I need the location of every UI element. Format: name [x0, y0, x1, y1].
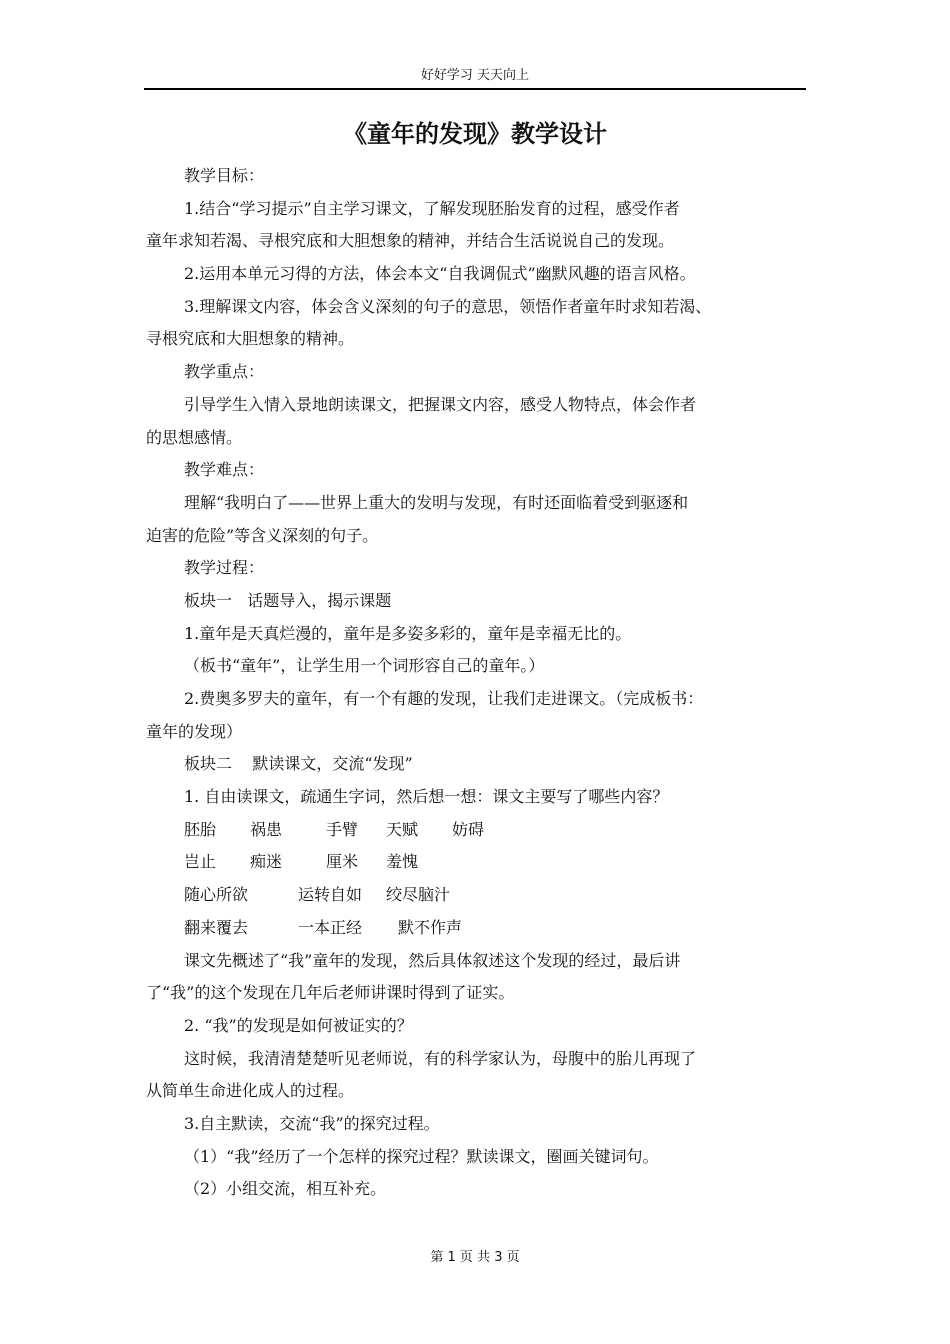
paragraph-line: 这时候，我清清楚楚听见老师说，有的科学家认为，母腹中的胎儿再现了 [184, 1048, 697, 1068]
block-one-heading: 板块一 话题导入，揭示课题 [184, 590, 392, 610]
vocab-row [146, 846, 808, 879]
block-two-heading: 板块二 默读课文，交流“发现” [184, 754, 413, 774]
vocab-row [146, 879, 808, 912]
vocab-word: 羞愧 [386, 852, 419, 872]
vocab-word: 随心所欲 [184, 885, 249, 905]
vocab-row [146, 912, 808, 945]
vocab-word: 岂止 [184, 852, 217, 872]
paragraph-line: 了“我”的这个发现在几年后老师讲课时得到了证实。 [146, 983, 515, 1003]
paragraph-line: （1）“我”经历了一个怎样的探究过程？默读课文，圈画关键词句。 [184, 1146, 659, 1166]
paragraph-line: 迫害的危险”等含义深刻的句子。 [146, 525, 379, 545]
vocab-word: 翻来覆去 [184, 917, 249, 937]
vocab-word: 厘米 [326, 852, 359, 872]
paragraph-line: 3.自主默读，交流“我”的探究过程。 [184, 1113, 440, 1133]
header-rule [144, 88, 806, 90]
vocab-row [146, 814, 808, 847]
vocab-word: 痴迷 [250, 852, 283, 872]
paragraph-line: 的思想感情。 [146, 427, 243, 447]
paragraph-line: 从简单生命进化成人的过程。 [146, 1081, 355, 1101]
paragraph-line: 2.运用本单元习得的方法，体会本文“自我调侃式”幽默风趣的语言风格。 [184, 264, 696, 284]
paragraph-line: （板书“童年”，让学生用一个词形容自己的童年。） [184, 656, 545, 676]
section-heading-difficulties: 教学难点： [184, 460, 265, 480]
paragraph-line: 1.结合“学习提示”自主学习课文，了解发现胚胎发育的过程，感受作者 [184, 198, 680, 218]
vocab-word: 运转自如 [298, 885, 363, 905]
paragraph-line: 理解“我明白了——世界上重大的发明与发现，有时还面临着受到驱逐和 [184, 492, 689, 512]
vocab-word: 一本正经 [298, 917, 363, 937]
vocab-word: 天赋 [386, 819, 419, 839]
paragraph-line: 1. 自由读课文，疏通生字词，然后想一想：课文主要写了哪些内容？ [184, 787, 669, 807]
page-header: 好好学习 天天向上 [420, 68, 530, 83]
paragraph-line: 童年的发现） [146, 721, 243, 741]
paragraph-line: 3.理解课文内容，体会含义深刻的句子的意思，领悟作者童年时求知若渴、 [184, 296, 712, 316]
section-heading-objectives: 教学目标： [184, 166, 265, 185]
vocab-word: 祸患 [250, 819, 283, 839]
paragraph-line: 2.费奥多罗夫的童年，有一个有趣的发现，让我们走进课文。（完成板书： [184, 689, 704, 708]
paragraph-line: 童年求知若渴、寻根究底和大胆想象的精神，并结合生活说说自己的发现。 [146, 231, 675, 251]
paragraph-line: （2）小组交流，相互补充。 [184, 1179, 387, 1199]
paragraph-line: 1.童年是天真烂漫的，童年是多姿多彩的，童年是幸福无比的。 [184, 623, 632, 643]
paragraph-line: 课文先概述了“我”童年的发现，然后具体叙述这个发现的经过，最后讲 [184, 950, 681, 970]
page-footer: 第 1 页 共 3 页 [430, 1250, 520, 1265]
document-body [146, 160, 808, 1206]
paragraph-line: 引导学生入情入景地朗读课文，把握课文内容，感受人物特点，体会作者 [184, 394, 697, 414]
document-title: 《童年的发现》教学设计 [343, 120, 607, 148]
paragraph-line: 寻根究底和大胆想象的精神。 [146, 329, 355, 349]
vocab-word: 胚胎 [184, 819, 217, 839]
vocab-word: 手臂 [326, 819, 359, 839]
vocab-word: 妨碍 [452, 819, 485, 839]
paragraph-line: 2. “我”的发现是如何被证实的？ [184, 1015, 413, 1035]
vocab-word: 绞尽脑汁 [386, 885, 451, 905]
vocab-word: 默不作声 [398, 917, 463, 937]
section-heading-process: 教学过程： [184, 558, 265, 578]
section-heading-key-points: 教学重点： [184, 362, 265, 382]
